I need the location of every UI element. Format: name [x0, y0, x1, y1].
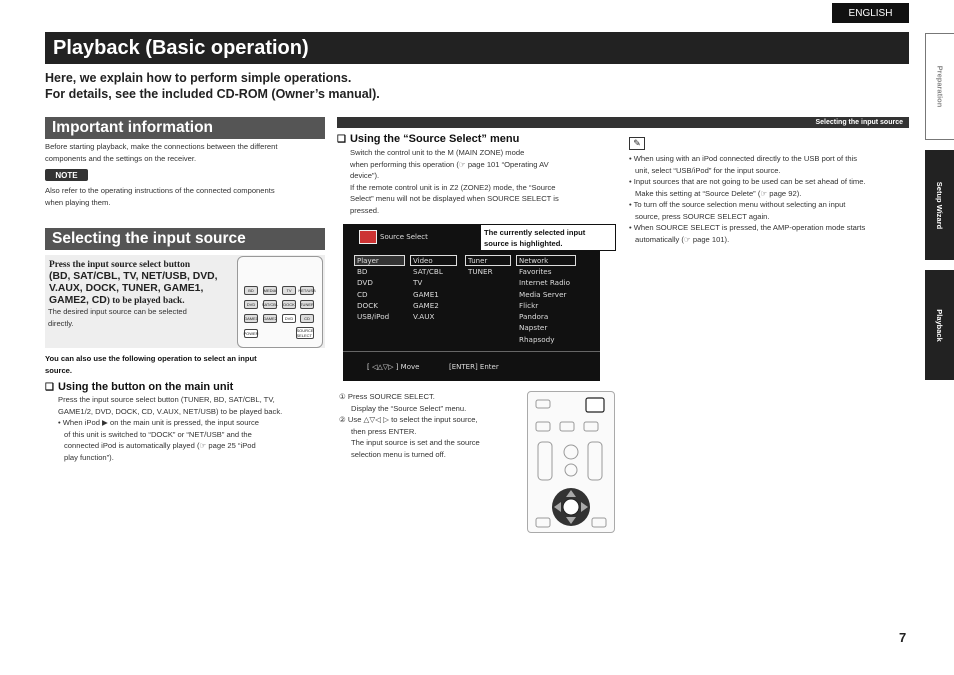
side-tab-label: Setup Wizard: [935, 181, 944, 229]
note-text: [45, 185, 327, 208]
column-network: [519, 266, 570, 345]
column-header-tuner[interactable]: Tuner: [465, 255, 511, 266]
text-line: when playing them.: [45, 197, 111, 207]
section-label-bar: Selecting the input source: [337, 117, 909, 128]
remote-button-tv: TV: [282, 286, 296, 295]
page-number: 7: [899, 630, 907, 645]
note-line: • Input sources that are not going to be used can be set ahead of time.: [629, 177, 866, 186]
steps-text: [339, 391, 525, 460]
remote-button-dvd-2: DVD: [282, 314, 296, 323]
heading-line: V.AUX, DOCK, TUNER, GAME1,: [49, 283, 204, 294]
remote-button-media: MEDIA: [263, 288, 277, 293]
source-icon: [359, 230, 377, 244]
side-tab-preparation[interactable]: [925, 33, 954, 140]
text-line: play function”).: [64, 452, 114, 462]
heading-line: (BD, SAT/CBL, TV, NET/USB, DVD,: [49, 271, 218, 282]
text-line: pressed.: [350, 205, 380, 215]
screen-title: Source Select: [380, 233, 428, 241]
heading-text: Using the “Source Select” menu: [349, 133, 520, 145]
remote-button-bd: BD: [244, 286, 258, 295]
text-line: Display the “Source Select” menu.: [351, 403, 467, 413]
column-header-video[interactable]: Video: [410, 255, 457, 266]
note-line: • When using with an iPod connected directly to the USB port of this: [629, 154, 858, 163]
list-item[interactable]: SAT/CBL: [413, 267, 443, 276]
side-tab-setup-wizard[interactable]: [925, 150, 954, 260]
list-item[interactable]: BD: [357, 267, 368, 276]
side-tab-playback[interactable]: [925, 270, 954, 380]
text-line: GAME1/2, DVD, DOCK, CD, V.AUX, NET/USB) to be played back.: [58, 406, 283, 416]
intro-line-1: Here, we explain how to perform simple operations.: [45, 71, 352, 85]
list-item[interactable]: V.AUX: [413, 312, 435, 322]
column-tuner: [468, 266, 493, 277]
column-video: [413, 266, 443, 322]
source-select-heading: [337, 133, 519, 145]
text-line: components and the settings on the receiver.: [45, 153, 197, 163]
text-line: Press the input source select button (TUNER, BD, SAT/CBL, TV,: [58, 395, 275, 404]
heading-text: Using the button on the main unit: [57, 381, 234, 393]
highlight-callout: [480, 224, 616, 251]
nav-enter-hint: [ENTER] Enter: [449, 363, 499, 371]
main-unit-text: [58, 394, 326, 463]
important-heading: Important information: [45, 117, 325, 139]
list-item[interactable]: TV: [413, 278, 423, 288]
note-line: • To turn off the source selection menu without selecting an input: [629, 200, 846, 209]
language-tab: ENGLISH: [832, 3, 909, 23]
note-badge: NOTE: [45, 169, 88, 181]
remote-button-net-usb: NET/USB: [298, 288, 316, 293]
column-header-network[interactable]: Network: [516, 255, 576, 266]
remote-drawing: [528, 392, 616, 534]
text-line: The input source is set and the source: [351, 438, 480, 447]
also-text: [45, 353, 327, 376]
note-line: • When SOURCE SELECT is pressed, the AMP-operation mode starts: [629, 223, 866, 232]
remote-button-cd: CD: [300, 314, 314, 323]
remote-button-dock: DOCK: [283, 302, 295, 307]
remote-button-source-select: SOURCE SELECT: [296, 328, 314, 338]
list-item[interactable]: Favorites: [519, 267, 552, 276]
text-line: ① Press SOURCE SELECT.: [339, 392, 435, 401]
list-item[interactable]: GAME1: [413, 289, 439, 299]
remote-button-dvd: DVD: [244, 300, 258, 309]
text-line: • When iPod ▶ on the main unit is pressed, the input source: [58, 418, 259, 427]
list-item[interactable]: Media Server: [519, 289, 567, 299]
list-item[interactable]: CD: [357, 289, 368, 299]
instruction-desc: [48, 306, 236, 329]
side-tab-label: Preparation: [935, 65, 945, 108]
list-item[interactable]: Flickr: [519, 300, 539, 310]
text-line: selection menu is turned off.: [351, 449, 446, 459]
column-header-player[interactable]: Player: [354, 255, 405, 266]
list-item[interactable]: Pandora: [519, 312, 549, 322]
screen-divider: [343, 351, 600, 352]
list-item[interactable]: USB/iPod: [357, 312, 390, 322]
text-line: Also refer to the operating instructions of the connected components: [45, 186, 275, 195]
text-line: The currently selected input: [484, 228, 586, 237]
checkbox-icon: ❏: [45, 382, 54, 393]
main-unit-heading: [45, 381, 233, 393]
side-tab-label: Playback: [935, 308, 944, 342]
list-item[interactable]: Napster: [519, 323, 548, 333]
text-line: source is highlighted.: [484, 239, 563, 248]
remote-button-game2: GAME2: [263, 316, 278, 321]
column-player: [357, 266, 389, 322]
important-text: [45, 141, 327, 164]
remote-control-illustration-large: [527, 391, 615, 533]
checkbox-icon: ❏: [337, 134, 346, 145]
pencil-icon: ✎: [629, 137, 645, 150]
remote-button-game1: GAME1: [244, 316, 259, 321]
text-line: source.: [45, 365, 73, 375]
intro-text: [45, 70, 380, 102]
text-line: If the remote control unit is in Z2 (ZONE2) mode, the “Source: [350, 182, 556, 192]
note-line: source, press SOURCE SELECT again.: [635, 211, 770, 221]
text-line: The desired input source can be selected: [48, 307, 187, 316]
text-line: when performing this operation (☞ page 101 “Operating AV: [350, 159, 549, 169]
page-title: Playback (Basic operation): [45, 32, 909, 64]
nav-move-hint: [ ◁△▽▷ ] Move: [367, 363, 420, 371]
remote-button-power: POWER: [243, 331, 259, 336]
heading-line: GAME2, CD: [49, 295, 107, 306]
notes-list: [629, 153, 911, 245]
text-line: device”).: [350, 171, 380, 180]
heading-line: ) to be played back.: [106, 296, 185, 306]
text-line: connected iPod is automatically played (☞ page 25 “iPod: [64, 441, 256, 450]
text-line: of this unit is switched to “DOCK” or “NET/USB” and the: [64, 429, 252, 439]
list-item[interactable]: GAME2: [413, 300, 439, 310]
selecting-heading: Selecting the input source: [45, 228, 325, 250]
text-line: ② Use △▽◁ ▷ to select the input source,: [339, 415, 478, 424]
remote-button-sat-cbl: SAT/CBL: [261, 302, 279, 307]
text-line: Select” menu will not be displayed when SOURCE SELECT is: [350, 194, 559, 203]
list-item[interactable]: DVD: [357, 278, 373, 288]
list-item[interactable]: Rhapsody: [519, 334, 555, 344]
list-item[interactable]: DOCK: [357, 300, 378, 310]
remote-control-illustration: [237, 256, 323, 348]
text-line: Before starting playback, make the connections between the different: [45, 142, 278, 151]
text-line: then press ENTER.: [351, 426, 417, 436]
text-line: directly.: [48, 318, 74, 328]
note-line: Make this setting at “Source Delete” (☞ page 92).: [635, 188, 802, 198]
source-select-text: [350, 147, 618, 216]
text-line: Switch the control unit to the M (MAIN ZONE) mode: [350, 148, 525, 157]
list-item[interactable]: Internet Radio: [519, 278, 571, 288]
note-line: unit, select “USB/iPod” for the input source.: [635, 165, 781, 175]
instruction-heading: [49, 259, 237, 307]
heading-line: Press the input source select button: [49, 260, 191, 270]
list-item[interactable]: TUNER: [468, 267, 493, 276]
note-line: automatically (☞ page 101).: [635, 234, 730, 244]
intro-line-2: For details, see the included CD-ROM (Owner’s manual).: [45, 87, 380, 101]
text-line: You can also use the following operation to select an input: [45, 354, 257, 363]
remote-button-tuner: TUNER: [300, 302, 314, 307]
